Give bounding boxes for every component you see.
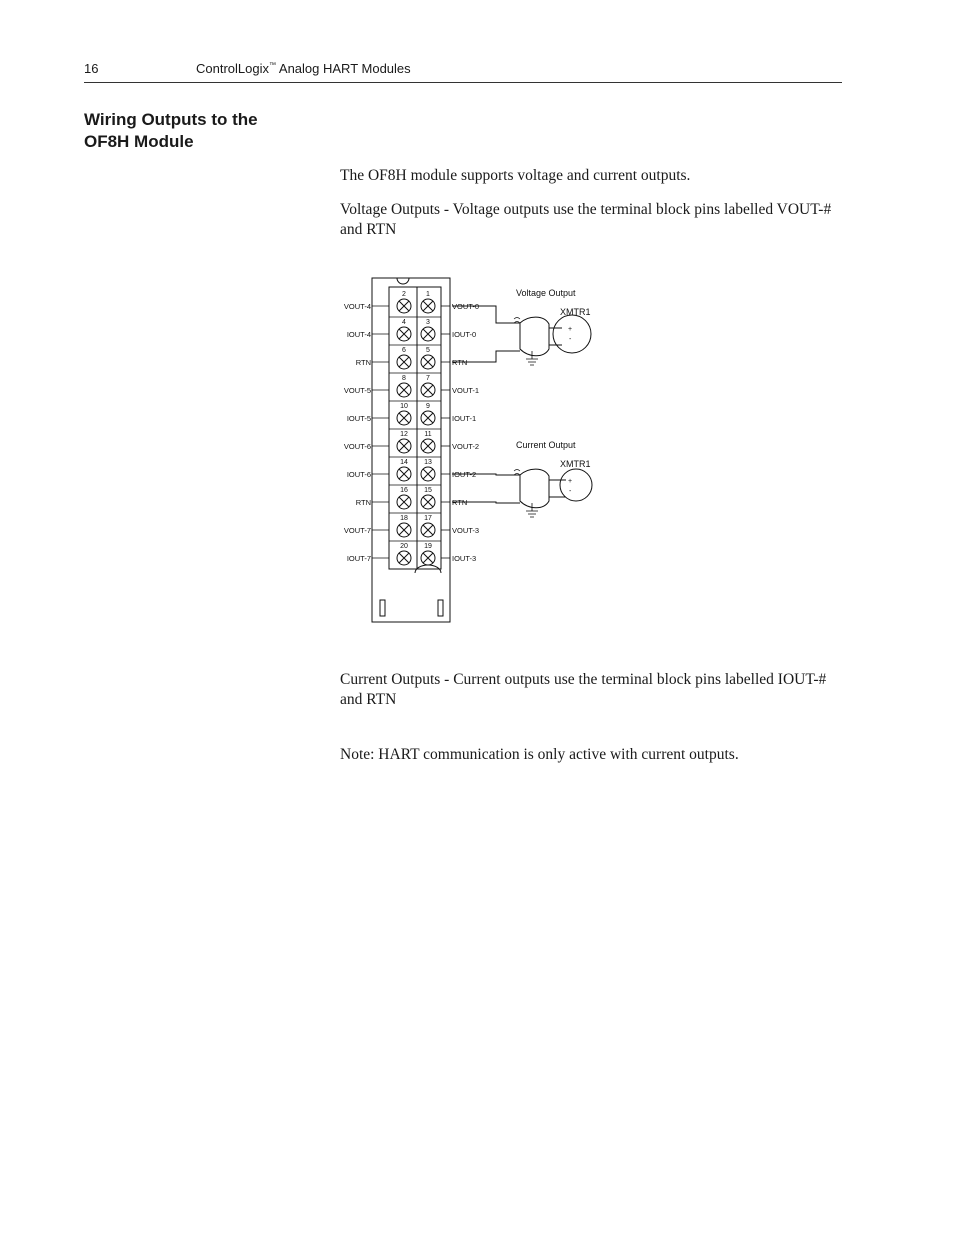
xmtr-current-circle xyxy=(560,469,592,501)
screw-terminal xyxy=(421,383,435,397)
screw-terminal xyxy=(421,355,435,369)
xmtr-minus-voltage: - xyxy=(569,336,572,343)
terminal-label-right: VOUT-1 xyxy=(452,386,480,395)
xmtr-plus-current: + xyxy=(568,478,573,485)
header-title-main: ControlLogix xyxy=(196,61,269,76)
screw-terminal xyxy=(421,411,435,425)
terminal-block-outline xyxy=(372,278,450,622)
terminal-number-left: 4 xyxy=(402,319,406,326)
screw-terminal xyxy=(421,299,435,313)
terminal-label-left: RTN xyxy=(355,498,371,507)
xmtr-label-voltage: XMTR1 xyxy=(560,307,591,317)
terminal-label-right: RTN xyxy=(452,498,468,507)
terminal-number-right: 9 xyxy=(426,403,430,410)
terminal-label-right: IOUT-3 xyxy=(452,554,477,563)
latch-left xyxy=(380,600,385,616)
current-output-title: Current Output xyxy=(516,440,576,450)
screw-terminal xyxy=(397,327,411,341)
terminal-number-right: 19 xyxy=(424,543,432,550)
header-rule xyxy=(84,82,842,83)
section-title-line1: Wiring Outputs to the xyxy=(84,110,258,129)
screw-terminal xyxy=(397,439,411,453)
screw-terminal xyxy=(421,551,435,565)
terminal-label-left: VOUT-7 xyxy=(343,526,371,535)
terminal-label-left: IOUT-4 xyxy=(346,330,371,339)
terminal-label-right: RTN xyxy=(452,358,468,367)
terminal-label-right: IOUT-2 xyxy=(452,470,477,479)
terminal-number-right: 5 xyxy=(426,347,430,354)
voltage-output-title: Voltage Output xyxy=(516,288,576,298)
latch-right xyxy=(438,600,443,616)
terminal-label-left: IOUT-6 xyxy=(346,470,371,479)
terminal-label-right: IOUT-1 xyxy=(452,414,477,423)
terminal-number-left: 14 xyxy=(400,459,408,466)
screw-terminal xyxy=(397,523,411,537)
screw-terminal xyxy=(421,523,435,537)
current-outputs-paragraph: Current Outputs - Current outputs use the terminal block pins labelled IOUT-# and RTN xyxy=(340,671,827,708)
terminal-label-left: IOUT-7 xyxy=(346,554,371,563)
terminal-number-right: 7 xyxy=(426,375,430,382)
terminal-number-right: 17 xyxy=(424,515,432,522)
screw-terminal xyxy=(421,439,435,453)
terminal-number-left: 18 xyxy=(400,515,408,522)
screw-terminal xyxy=(397,467,411,481)
terminal-number-left: 16 xyxy=(400,487,408,494)
intro-paragraph: The OF8H module supports voltage and current outputs. xyxy=(340,167,691,184)
screw-terminal xyxy=(421,467,435,481)
terminal-label-right: VOUT-2 xyxy=(452,442,480,451)
screw-terminal xyxy=(397,411,411,425)
screw-terminal xyxy=(397,551,411,565)
hart-note: Note: HART communication is only active with current outputs. xyxy=(340,746,739,763)
terminal-label-right: IOUT-0 xyxy=(452,330,477,339)
xmtr-minus-current: - xyxy=(569,488,572,495)
terminal-number-left: 20 xyxy=(400,543,408,550)
terminal-number-right: 11 xyxy=(424,431,432,438)
terminal-label-right: VOUT-0 xyxy=(452,302,480,311)
top-notch xyxy=(397,278,409,284)
terminal-number-left: 12 xyxy=(400,431,408,438)
terminal-number-left: 10 xyxy=(400,403,408,410)
terminal-label-left: RTN xyxy=(355,358,371,367)
terminal-number-right: 15 xyxy=(424,487,432,494)
running-header xyxy=(196,61,411,76)
screw-terminal xyxy=(397,495,411,509)
terminal-number-right: 3 xyxy=(426,319,430,326)
xmtr-label-current: XMTR1 xyxy=(560,459,591,469)
xmtr-plus-voltage: + xyxy=(568,326,573,333)
header-title-rest: Analog HART Modules xyxy=(276,61,411,76)
terminal-number-left: 8 xyxy=(402,375,406,382)
terminal-label-left: IOUT-5 xyxy=(346,414,371,423)
screw-terminal xyxy=(397,355,411,369)
screw-terminal xyxy=(397,383,411,397)
terminal-label-left: VOUT-6 xyxy=(343,442,371,451)
terminal-label-left: VOUT-4 xyxy=(343,302,371,311)
terminal-number-left: 6 xyxy=(402,347,406,354)
xmtr-voltage-circle xyxy=(553,315,591,353)
terminal-label-left: VOUT-5 xyxy=(343,386,371,395)
terminal-label-right: VOUT-3 xyxy=(452,526,480,535)
terminal-number-right: 13 xyxy=(424,459,432,466)
trademark-mark: ™ xyxy=(269,62,276,69)
wiring-diagram xyxy=(336,272,606,628)
section-title xyxy=(84,109,324,153)
terminal-number-right: 1 xyxy=(426,291,430,298)
screw-terminal xyxy=(421,327,435,341)
section-title-line2: OF8H Module xyxy=(84,132,194,151)
screw-terminal xyxy=(397,299,411,313)
page-number: 16 xyxy=(84,61,99,76)
screw-terminal xyxy=(421,495,435,509)
voltage-outputs-paragraph: Voltage Outputs - Voltage outputs use the terminal block pins labelled VOUT-# and RTN xyxy=(340,201,832,238)
terminal-number-left: 2 xyxy=(402,291,406,298)
